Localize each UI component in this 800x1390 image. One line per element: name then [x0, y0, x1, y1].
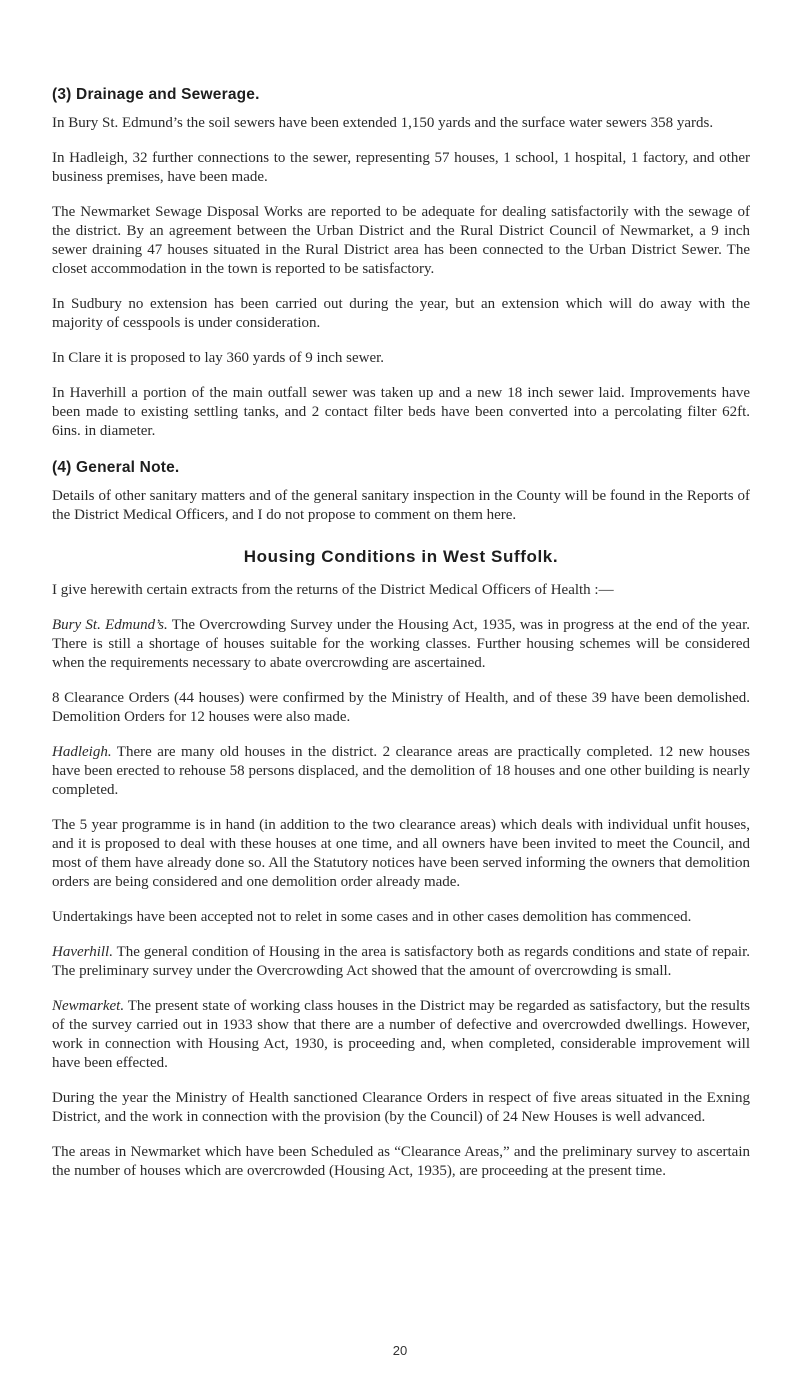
document-page [52, 86, 750, 1197]
place-name-hadleigh: Hadleigh. [52, 744, 112, 760]
section-heading-drainage: (3) Drainage and Sewerage. [52, 86, 260, 103]
paragraph-haverhill-housing-text: The general condition of Housing in the area is satisfactory both as regards conditions and state of repair. The preliminary survey under the Overcrowding Act showed that the amount of overcrowding is small. [52, 944, 750, 979]
paragraph-sudbury-sewers: In Sudbury no extension has been carried out during the year, but an extension which will do away with the majority of cesspools is under consideration. [52, 296, 750, 331]
paragraph-newmarket-housing-text: The present state of working class houses in the District may be regarded as satisfactory, but the results of the survey carried out in 1933 show that there are a number of defective and overcrowded dwellings. However, work in connection with Housing Act, 1930, is proceeding and, when completed, considerable improvement will have been effected. [52, 998, 750, 1071]
paragraph-hadleigh-sewers: In Hadleigh, 32 further connections to the sewer, representing 57 houses, 1 school, 1 hospital, 1 factory, and other business premises, have been made. [52, 150, 750, 185]
paragraph-bury-clearance: 8 Clearance Orders (44 houses) were confirmed by the Ministry of Health, and of these 39 have been demolished. Demolition Orders for 12 houses were also made. [52, 690, 750, 725]
paragraph-newmarket-clearance: During the year the Ministry of Health sanctioned Clearance Orders in respect of five areas situated in the Exning District, and the work in connection with the provision (by the Council) of 24 New Houses is well advanced. [52, 1090, 750, 1125]
paragraph-hadleigh-housing-text: There are many old houses in the district. 2 clearance areas are practically completed. 12 new houses have been erected to rehouse 58 persons displaced, and the demolition of 18 houses and one other building is nearly completed. [52, 744, 750, 798]
paragraph-haverhill-sewers: In Haverhill a portion of the main outfall sewer was taken up and a new 18 inch sewer laid. Improvements have been made to existing settling tanks, and 2 contact filter beds have been converted into a percolating filter 62ft. 6ins. in diameter. [52, 385, 750, 439]
place-name-bury: Bury St. Edmund’s. [52, 617, 168, 633]
paragraph-clare-sewers: In Clare it is proposed to lay 360 yards of 9 inch sewer. [52, 350, 385, 366]
paragraph-newmarket-housing [52, 997, 750, 1073]
section-heading-housing: Housing Conditions in West Suffolk. [243, 547, 559, 566]
paragraph-newmarket-areas: The areas in Newmarket which have been Scheduled as “Clearance Areas,” and the preliminary survey to ascertain the number of houses which are overcrowded (Housing Act, 1935), are proceeding at the present time. [52, 1144, 750, 1179]
place-name-newmarket: Newmarket. [52, 998, 125, 1014]
paragraph-general-note: Details of other sanitary matters and of the general sanitary inspection in the County will be found in the Reports of the District Medical Officers, and I do not propose to comment on them here. [52, 488, 750, 523]
page-number: 20 [392, 1343, 408, 1358]
section-heading-general-note: (4) General Note. [52, 459, 180, 476]
paragraph-newmarket-sewage: The Newmarket Sewage Disposal Works are reported to be adequate for dealing satisfactorily with the sewage of the district. By an agreement between the Urban District and the Rural District Council of Newmarket, a 9 inch sewer draining 47 houses situated in the Rural District area has been connected to the Urban District Sewer. The closet accommodation in the town is reported to be satisfactory. [52, 204, 750, 277]
paragraph-bury-sewers: In Bury St. Edmund’s the soil sewers have been extended 1,150 yards and the surface water sewers 358 yards. [52, 115, 714, 131]
paragraph-bury-housing-text: The Overcrowding Survey under the Housing Act, 1935, was in progress at the end of the year. There is still a shortage of houses suitable for the working classes. Further housing schemes will be considered when the requirements necessary to abate overcrowding are ascertained. [52, 617, 750, 671]
paragraph-hadleigh-housing [52, 743, 750, 800]
place-name-haverhill: Haverhill. [52, 944, 113, 960]
paragraph-hadleigh-programme: The 5 year programme is in hand (in addition to the two clearance areas) which deals with individual unfit houses, and it is proposed to deal with these houses at one time, and all owners have been invited to meet the Council, and most of them have already done so. All the Statutory notices have been served informing the owners that demolition orders are being considered and one demolition order already made. [52, 817, 750, 890]
paragraph-bury-housing [52, 616, 750, 673]
paragraph-hadleigh-undertakings: Undertakings have been accepted not to relet in some cases and in other cases demolition has commenced. [52, 909, 692, 925]
paragraph-housing-intro: I give herewith certain extracts from the returns of the District Medical Officers of Health :— [52, 582, 614, 598]
paragraph-haverhill-housing [52, 943, 750, 981]
